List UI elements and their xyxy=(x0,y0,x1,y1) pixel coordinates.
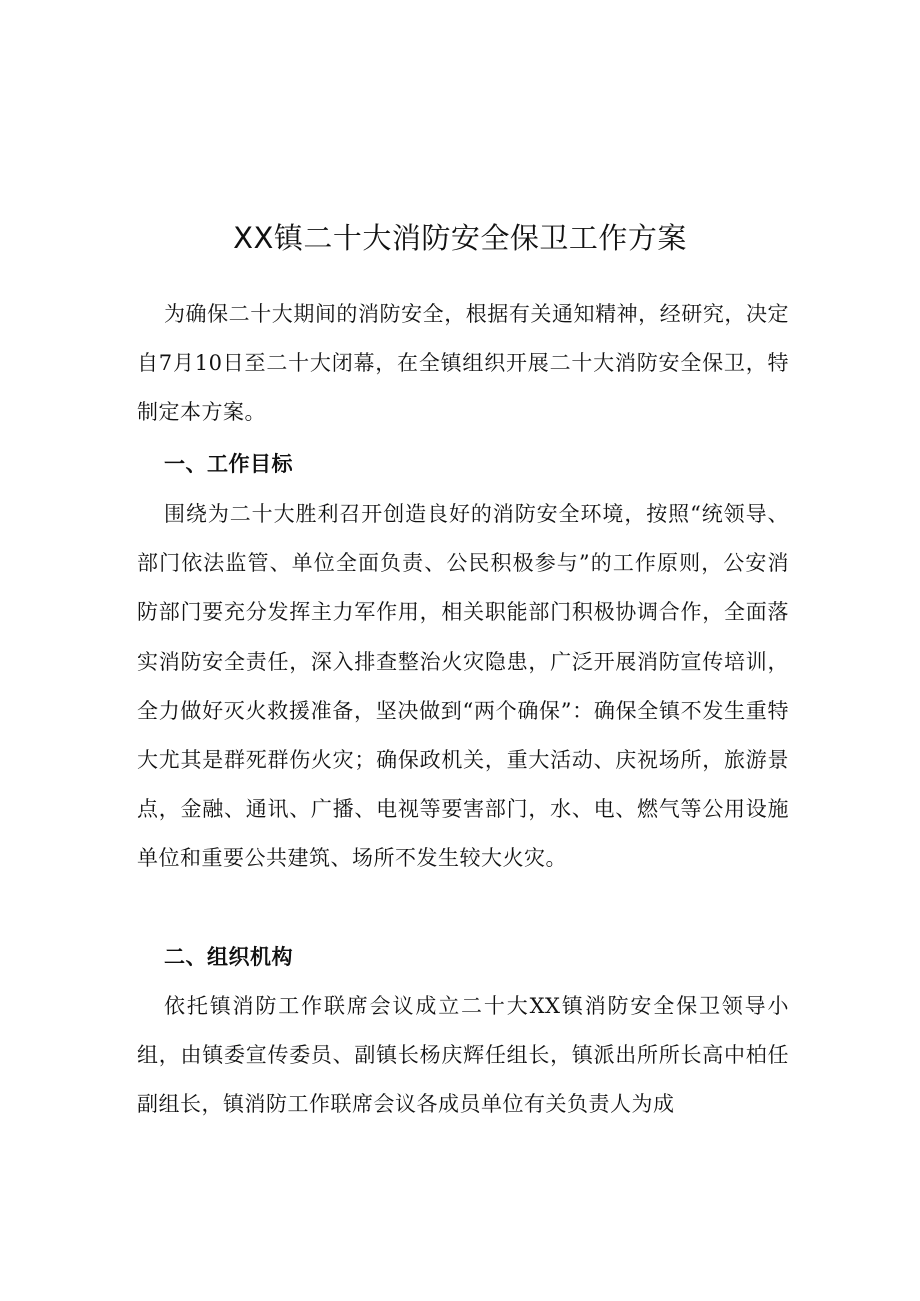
section-heading-goals: 一、工作目标 xyxy=(164,452,293,476)
document-title: XX镇二十大消防安全保卫工作方案 xyxy=(233,221,687,255)
section-paragraph-goals: 围绕为二十大胜利召开创造良好的消防安全环境，按照“统领导、部门依法监管、单位全面负责、公民积极参与”的工作原则，公安消防部门要充分发挥主力军作用，相关职能部门积极协调合作，全面落实消防安全责任，深入排查整治火灾隐患，广泛开展消防宣传培训，全力做好灭火救援准备，坚决做到“两个确保”：确保全镇不发生重特大尤其是群死群伤火灾；确保政机关，重大活动、庆祝场所，旅游景点，金融、通讯、广播、电视等要害部门，水、电、燃气等公用设施单位和重要公共建筑、场所不发生较大火灾。 xyxy=(137,502,789,871)
intro-paragraph: 为确保二十大期间的消防安全，根据有关通知精神，经研究，决定自7月10日至二十大闭幕，在全镇组织开展二十大消防安全保卫，特制定本方案。 xyxy=(137,302,789,425)
section-heading-organization: 二、组织机构 xyxy=(164,945,293,969)
section-paragraph-organization: 依托镇消防工作联席会议成立二十大XX镇消防安全保卫领导小组，由镇委宣传委员、副镇长杨庆辉任组长，镇派出所所长高中柏任副组长，镇消防工作联席会议各成员单位有关负责人为成 xyxy=(137,994,789,1117)
